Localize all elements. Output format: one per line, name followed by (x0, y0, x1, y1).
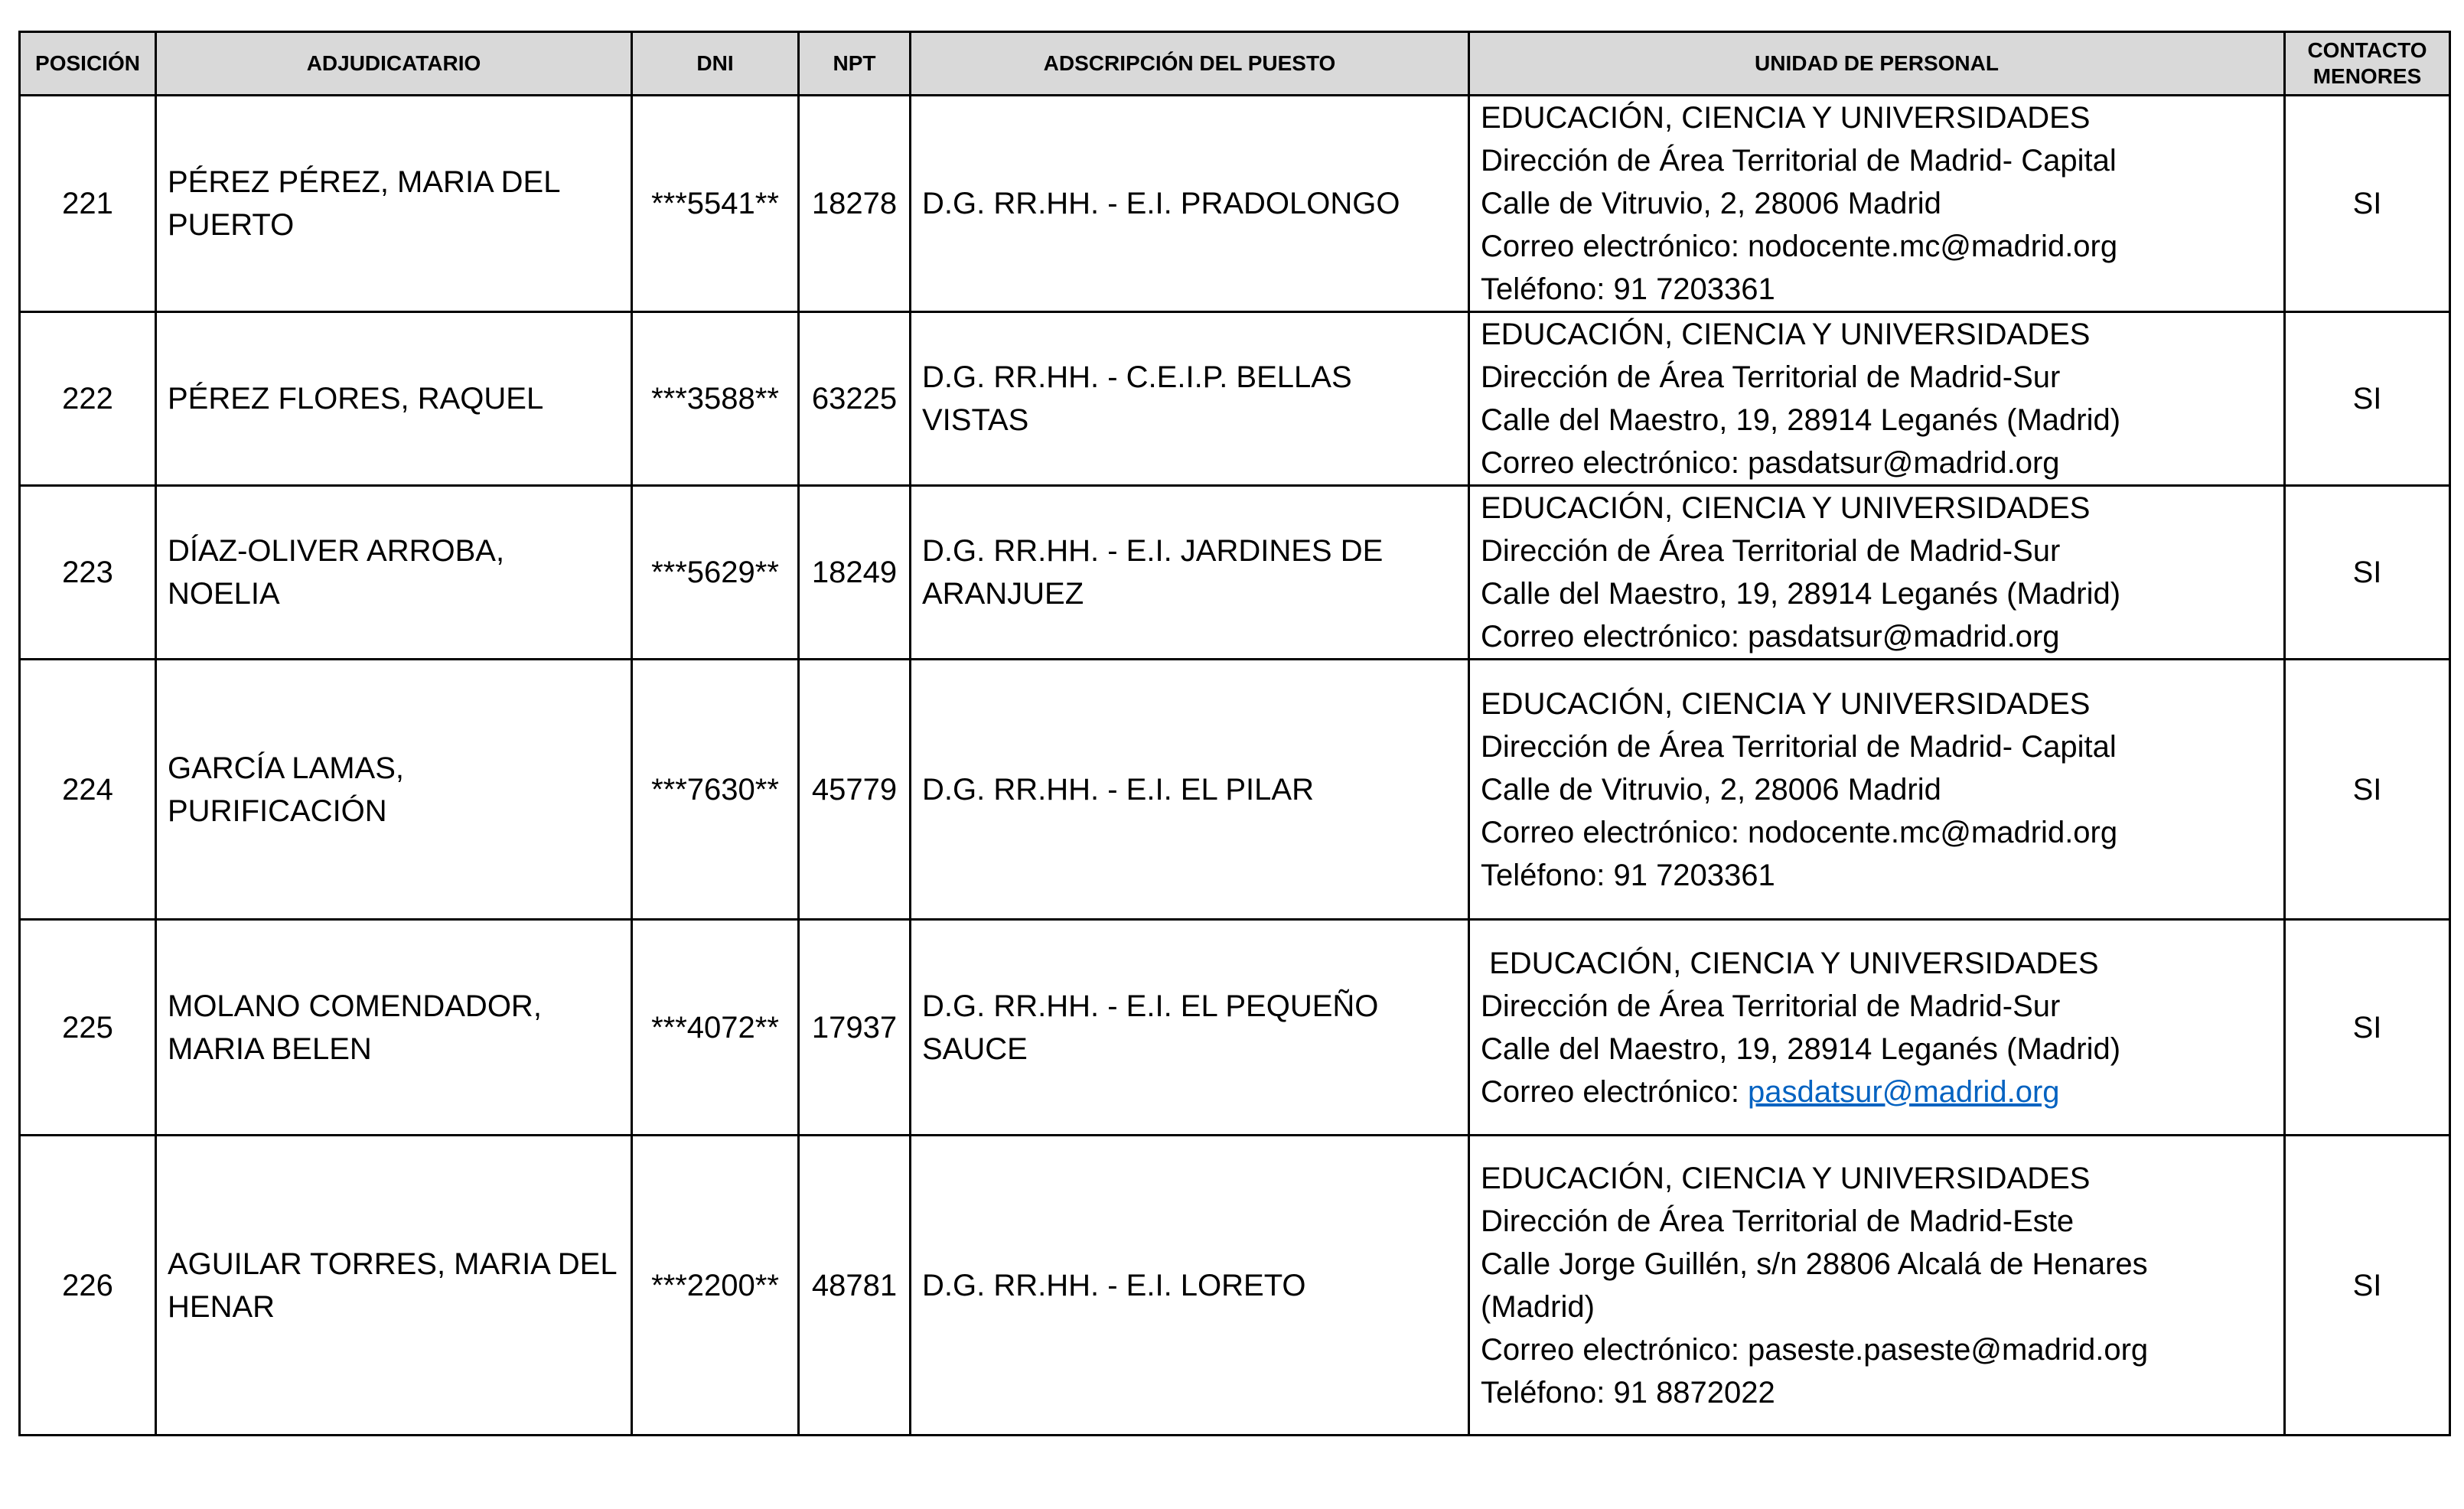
adjudicatario-line: PUERTO (168, 208, 295, 242)
cell-adscripcion (911, 660, 1469, 920)
adscripcion-line: D.G. RR.HH. - E.I. EL PILAR (922, 772, 1314, 807)
adscripcion-line: D.G. RR.HH. - E.I. JARDINES DE (922, 534, 1384, 568)
unidad-telefono: Teléfono: 91 7203361 (1481, 858, 1775, 892)
table-row (20, 920, 2450, 1136)
adjudicatario-line: DÍAZ-OLIVER ARROBA, NOELIA (168, 534, 505, 611)
cell-dni: ***5541** (632, 96, 799, 312)
header-contacto-menores-line2: MENORES (2312, 64, 2422, 88)
cell-dni: ***5629** (632, 486, 799, 660)
unidad-consejeria: EDUCACIÓN, CIENCIA Y UNIVERSIDADES (1481, 1161, 2091, 1195)
cell-posicion: 221 (20, 96, 156, 312)
email-link[interactable]: pasdatsur@madrid.org (1748, 1074, 2060, 1109)
cell-unidad-personal (1469, 312, 2285, 486)
unidad-consejeria: EDUCACIÓN, CIENCIA Y UNIVERSIDADES (1481, 491, 2091, 525)
table-row (20, 96, 2450, 312)
adjudicatario-line: PÉREZ FLORES, RAQUEL (168, 382, 544, 416)
cell-adjudicatario (156, 660, 632, 920)
adjudicatario-line: AGUILAR TORRES, MARIA DEL (168, 1247, 618, 1281)
unidad-consejeria: EDUCACIÓN, CIENCIA Y UNIVERSIDADES (1481, 318, 2091, 351)
cell-adscripcion (911, 486, 1469, 660)
cell-posicion: 224 (20, 660, 156, 920)
unidad-calle: Calle del Maestro, 19, 28914 Leganés (Madrid) (1481, 403, 2121, 437)
header-adscripcion: ADSCRIPCIÓN DEL PUESTO (911, 32, 1469, 96)
correo-label: Correo electrónico: (1481, 446, 1749, 480)
adscripcion-line: D.G. RR.HH. - E.I. PRADOLONGO (922, 187, 1400, 220)
unidad-telefono: Teléfono: 91 7203361 (1481, 272, 1775, 306)
cell-contacto-menores: SI (2285, 486, 2450, 660)
header-contacto-menores-line1: CONTACTO (2307, 38, 2427, 62)
unidad-consejeria: EDUCACIÓN, CIENCIA Y UNIVERSIDADES (1481, 946, 2099, 980)
adjudicatario-line: MARIA BELEN (168, 1032, 372, 1066)
unidad-consejeria: EDUCACIÓN, CIENCIA Y UNIVERSIDADES (1481, 686, 2091, 721)
unidad-direccion: Dirección de Área Territorial de Madrid- Capital (1481, 729, 2117, 764)
cell-unidad-personal (1469, 660, 2285, 920)
cell-unidad-personal (1469, 1136, 2285, 1436)
cell-adjudicatario (156, 486, 632, 660)
correo-address: nodocente.mc@madrid.org (1748, 815, 2118, 849)
cell-adscripcion (911, 920, 1469, 1136)
unidad-calle: Calle de Vitruvio, 2, 28006 Madrid (1481, 187, 1941, 220)
cell-contacto-menores: SI (2285, 96, 2450, 312)
header-unidad-personal: UNIDAD DE PERSONAL (1469, 32, 2285, 96)
cell-adjudicatario (156, 1136, 632, 1436)
unidad-consejeria: EDUCACIÓN, CIENCIA Y UNIVERSIDADES (1481, 101, 2091, 135)
correo-label: Correo electrónico: (1481, 230, 1749, 263)
cell-dni: ***3588** (632, 312, 799, 486)
cell-npt: 63225 (799, 312, 911, 486)
cell-adjudicatario (156, 96, 632, 312)
unidad-correo (1481, 615, 2273, 658)
cell-posicion: 225 (20, 920, 156, 1136)
header-dni: DNI (632, 32, 799, 96)
correo-label: Correo electrónico: (1481, 815, 1749, 849)
cell-unidad-personal (1469, 920, 2285, 1136)
cell-unidad-personal (1469, 486, 2285, 660)
adjudicatario-line: MOLANO COMENDADOR, (168, 989, 542, 1023)
unidad-calle: Calle de Vitruvio, 2, 28006 Madrid (1481, 772, 1941, 807)
adjudicatario-line: PÉREZ PÉREZ, MARIA DEL (168, 165, 561, 199)
table-row (20, 312, 2450, 486)
cell-posicion: 222 (20, 312, 156, 486)
cell-adjudicatario (156, 312, 632, 486)
unidad-correo (1481, 442, 2273, 484)
cell-posicion: 223 (20, 486, 156, 660)
unidad-direccion: Dirección de Área Territorial de Madrid-Sur (1481, 360, 2061, 394)
correo-address: pasdatsur@madrid.org (1748, 620, 2060, 653)
unidad-ciudad: (Madrid) (1481, 1289, 1595, 1324)
correo-address: paseste.paseste@madrid.org (1748, 1332, 2149, 1367)
correo-address: nodocente.mc@madrid.org (1748, 230, 2118, 263)
header-adjudicatario: ADJUDICATARIO (156, 32, 632, 96)
cell-npt: 17937 (799, 920, 911, 1136)
table-row (20, 1136, 2450, 1436)
unidad-correo (1481, 1071, 2273, 1113)
unidad-correo (1481, 1328, 2273, 1371)
adjudicatario-line: GARCÍA LAMAS, PURIFICACIÓN (168, 751, 404, 828)
cell-npt: 45779 (799, 660, 911, 920)
header-posicion: POSICIÓN (20, 32, 156, 96)
cell-adscripcion (911, 1136, 1469, 1436)
table-row (20, 660, 2450, 920)
unidad-direccion: Dirección de Área Territorial de Madrid-Este (1481, 1204, 2075, 1238)
correo-label: Correo electrónico: (1481, 1074, 1749, 1109)
header-contacto-menores (2285, 32, 2450, 96)
adjudicaciones-table (18, 31, 2451, 1436)
cell-contacto-menores: SI (2285, 1136, 2450, 1436)
unidad-direccion: Dirección de Área Territorial de Madrid- Capital (1481, 144, 2117, 178)
correo-label: Correo electrónico: (1481, 1332, 1749, 1367)
correo-address: pasdatsur@madrid.org (1748, 446, 2060, 480)
cell-contacto-menores: SI (2285, 920, 2450, 1136)
correo-label: Correo electrónico: (1481, 620, 1749, 653)
cell-npt: 48781 (799, 1136, 911, 1436)
cell-adjudicatario (156, 920, 632, 1136)
adscripcion-line: D.G. RR.HH. - E.I. LORETO (922, 1268, 1306, 1302)
cell-adscripcion (911, 312, 1469, 486)
unidad-calle: Calle Jorge Guillén, s/n 28806 Alcalá de Henares (1481, 1247, 2148, 1281)
unidad-direccion: Dirección de Área Territorial de Madrid-Sur (1481, 989, 2061, 1023)
header-npt: NPT (799, 32, 911, 96)
adscripcion-line: D.G. RR.HH. - C.E.I.P. BELLAS VISTAS (922, 360, 1352, 437)
adscripcion-line: D.G. RR.HH. - E.I. EL PEQUEÑO SAUCE (922, 989, 1379, 1066)
unidad-direccion: Dirección de Área Territorial de Madrid-Sur (1481, 534, 2061, 568)
cell-dni: ***2200** (632, 1136, 799, 1436)
unidad-telefono: Teléfono: 91 8872022 (1481, 1375, 1775, 1410)
adscripcion-line: ARANJUEZ (922, 577, 1084, 611)
cell-contacto-menores: SI (2285, 660, 2450, 920)
cell-contacto-menores: SI (2285, 312, 2450, 486)
cell-npt: 18249 (799, 486, 911, 660)
unidad-calle: Calle del Maestro, 19, 28914 Leganés (Madrid) (1481, 1032, 2121, 1066)
cell-posicion: 226 (20, 1136, 156, 1436)
cell-dni: ***4072** (632, 920, 799, 1136)
header-row (20, 32, 2450, 96)
cell-dni: ***7630** (632, 660, 799, 920)
cell-adscripcion (911, 96, 1469, 312)
unidad-correo (1481, 811, 2273, 854)
adjudicatario-line: HENAR (168, 1289, 275, 1324)
cell-unidad-personal (1469, 96, 2285, 312)
table-row (20, 486, 2450, 660)
unidad-correo (1481, 225, 2273, 268)
cell-npt: 18278 (799, 96, 911, 312)
unidad-calle: Calle del Maestro, 19, 28914 Leganés (Madrid) (1481, 577, 2121, 611)
